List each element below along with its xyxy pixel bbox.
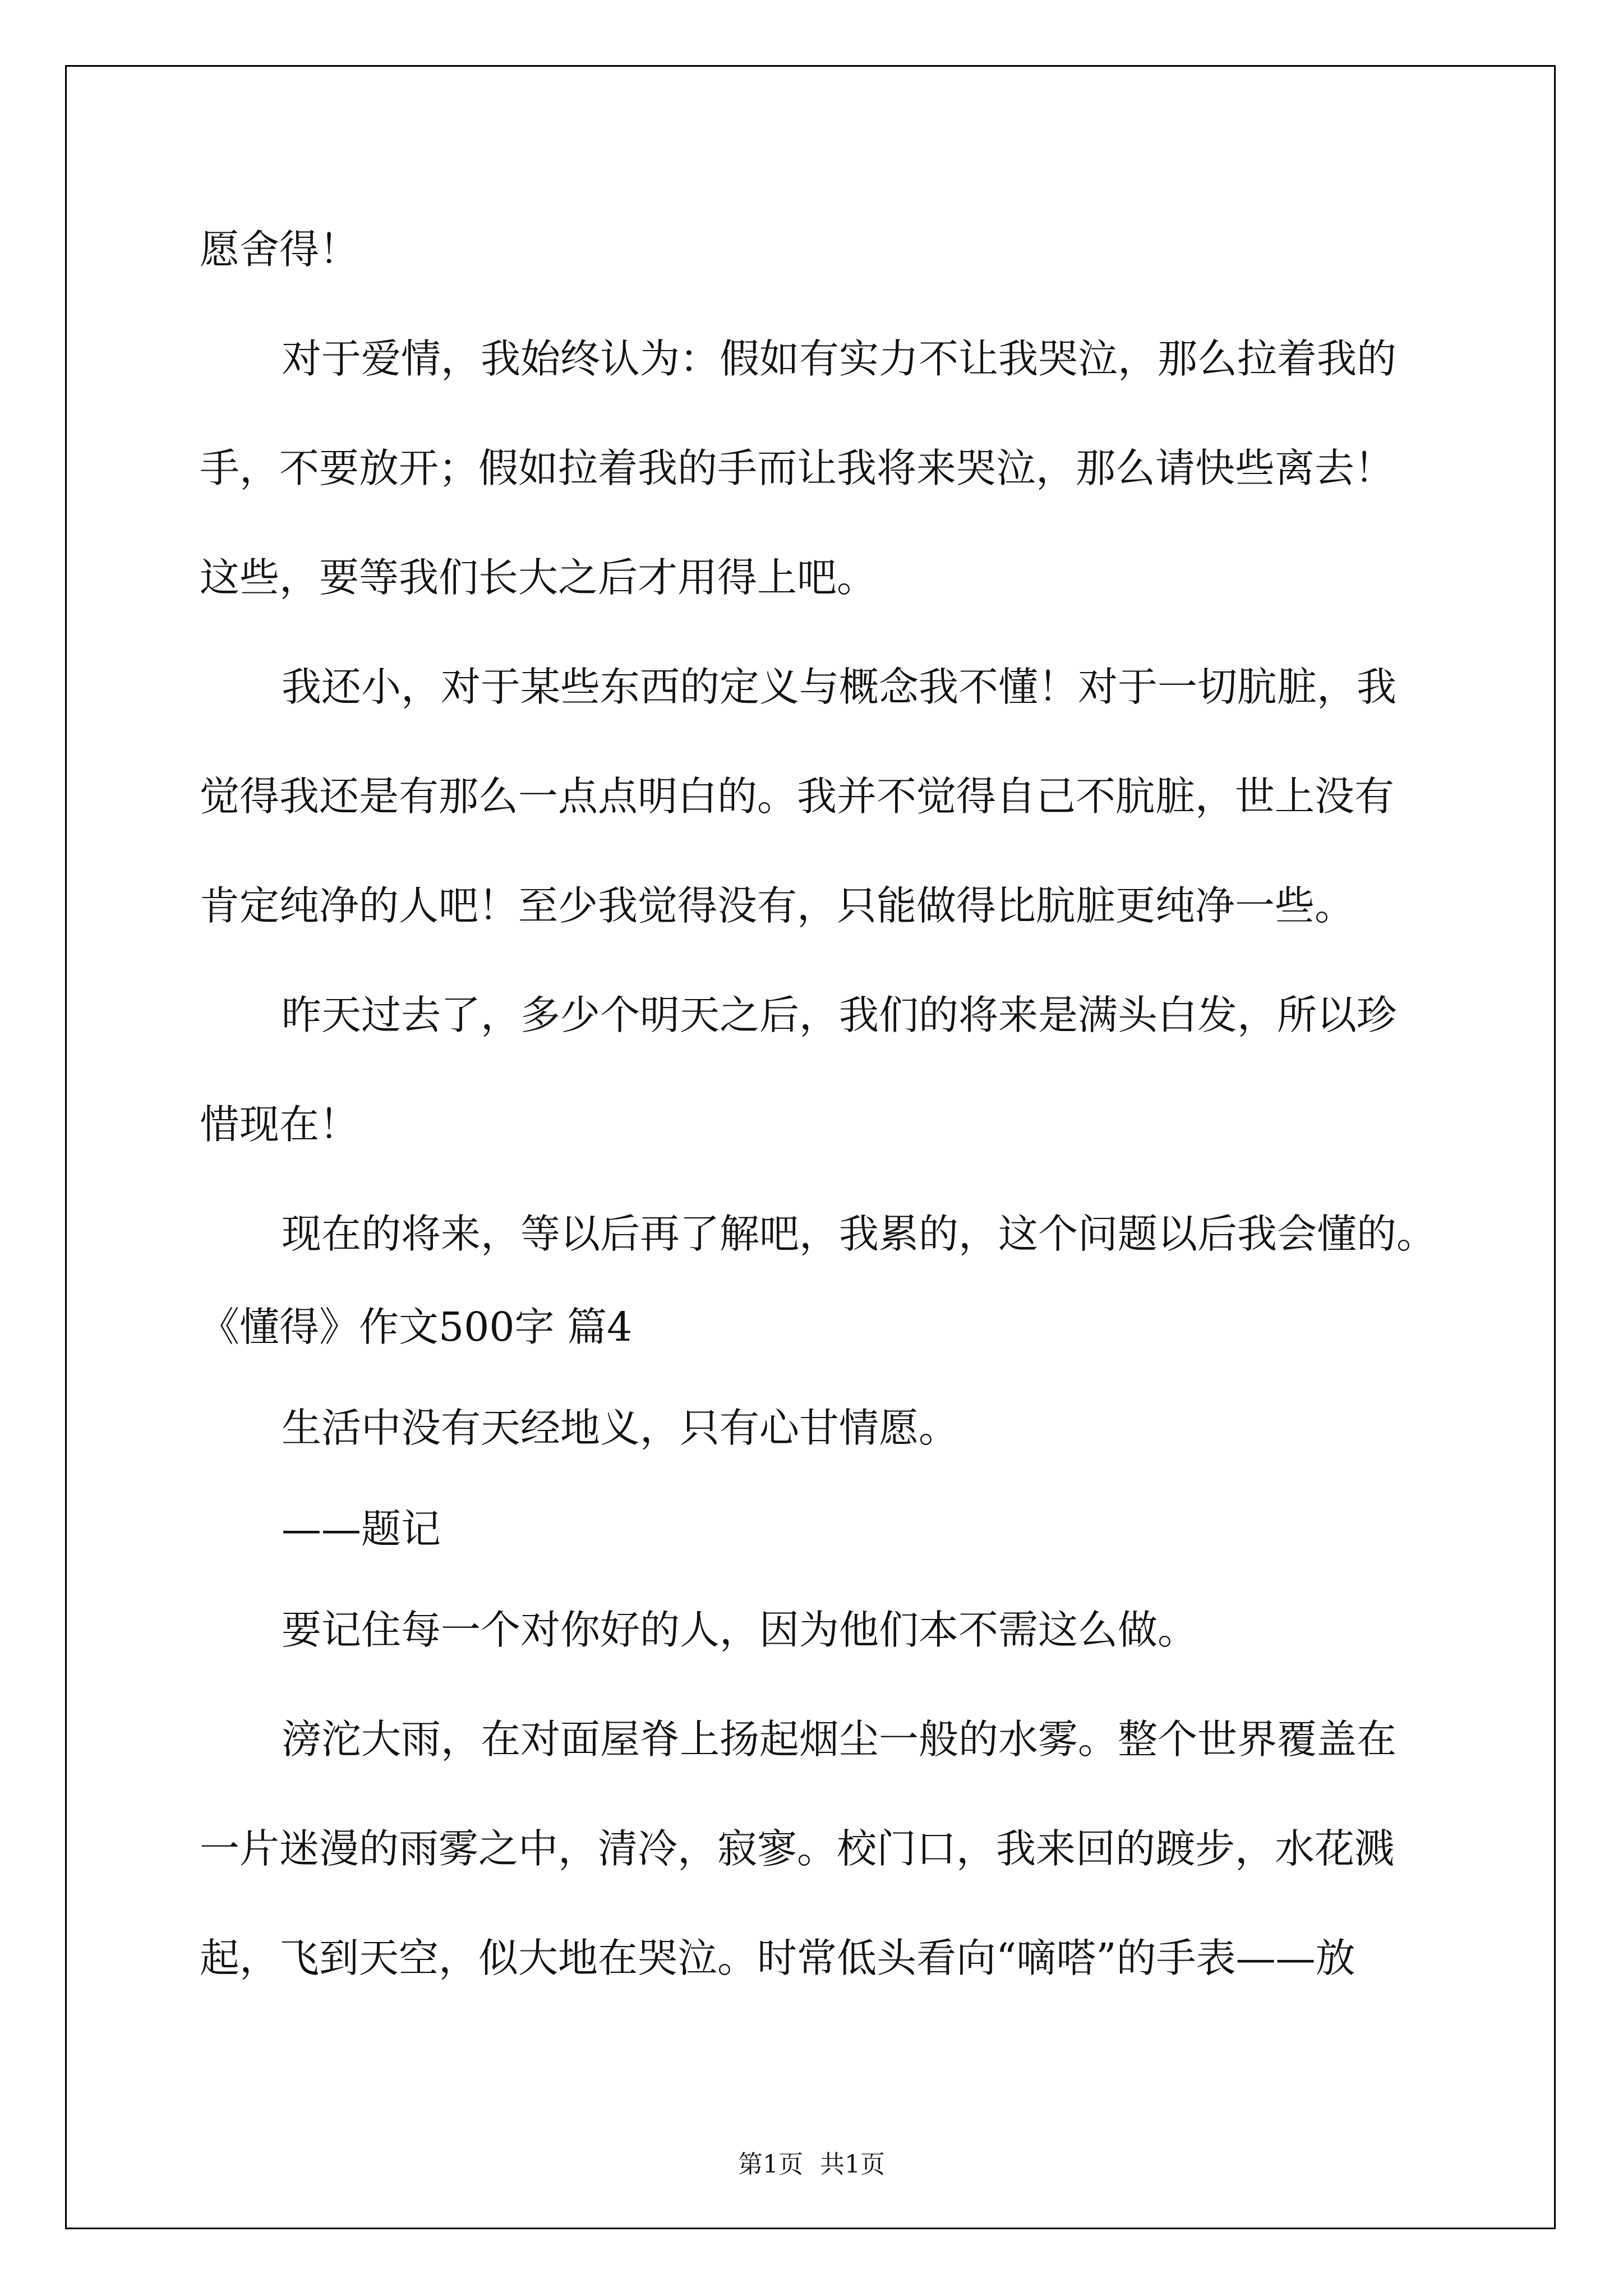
text-line: 一片迷漫的雨雾之中，清冷，寂寥。校门口，我来回的踱步，水花溅 [200,1825,1395,1872]
text-line: 这些，要等我们长大之后才用得上吧。 [200,554,877,601]
page-number-total: 共1页 [820,2150,885,2179]
text-line: 对于爱情，我始终认为：假如有实力不让我哭泣，那么拉着我的 [282,335,1397,382]
text-line: 愿舍得！ [200,226,359,273]
text-line: 觉得我还是有那么一点点明白的。我并不觉得自己不肮脏，世上没有 [200,773,1395,820]
text-line: 起，飞到天空，似大地在哭泣。时常低头看向“嘀嗒”的手表——放 [200,1935,1355,1981]
text-line: ——题记 [282,1506,441,1552]
text-line: 现在的将来，等以后再了解吧，我累的，这个问题以后我会懂的。 [282,1211,1437,1257]
text-line: 肯定纯净的人吧！至少我觉得没有，只能做得比肮脏更纯净一些。 [200,882,1355,929]
text-line: 惜现在！ [200,1101,359,1148]
text-line: 要记住每一个对你好的人，因为他们本不需这么做。 [282,1607,1198,1653]
text-line: 滂沱大雨，在对面屋脊上扬起烟尘一般的水雾。整个世界覆盖在 [282,1716,1397,1763]
section-heading: 《懂得》作文500字 篇4 [200,1304,633,1350]
text-line: 生活中没有天经地义，只有心甘情愿。 [282,1405,959,1451]
text-line: 我还小，对于某些东西的定义与概念我不懂！对于一切肮脏，我 [282,664,1397,710]
text-line: 昨天过去了，多少个明天之后，我们的将来是满头白发，所以珍 [282,992,1397,1038]
text-line: 手，不要放开；假如拉着我的手而让我将来哭泣，那么请快些离去！ [200,445,1395,491]
page-footer [0,2144,1623,2180]
page-number-current: 第1页 [738,2150,803,2179]
